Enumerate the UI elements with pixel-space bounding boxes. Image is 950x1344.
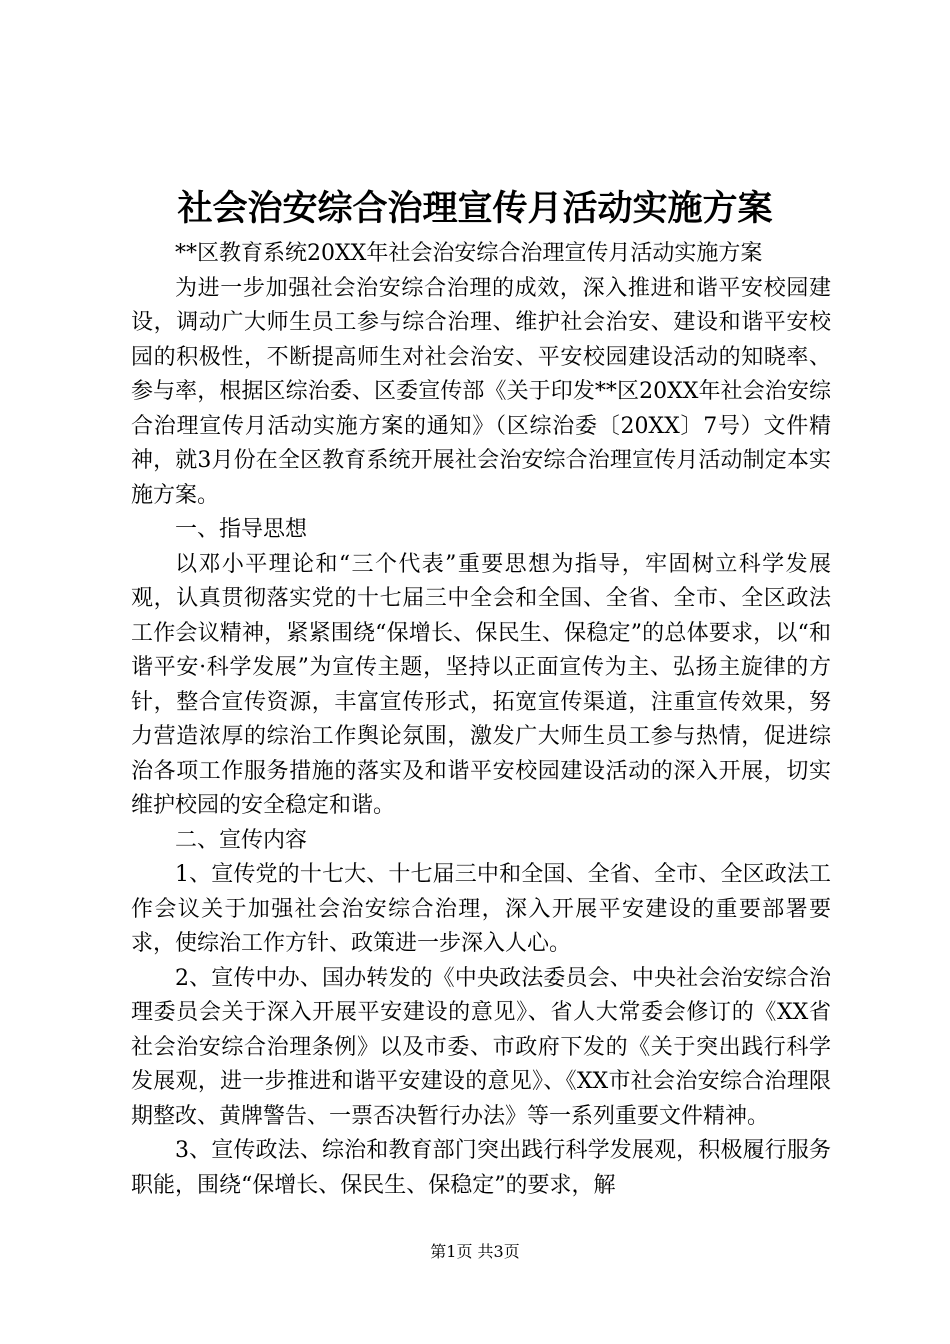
section-heading-guiding-thought: 一、指导思想 xyxy=(175,517,308,542)
document-body xyxy=(131,237,831,1203)
content-item-3: 3、宣传政法、综治和教育部门突出践行科学发展观，积极履行服务职能，围绕“保增长、保民生、保稳定”的要求，解 xyxy=(131,1138,831,1198)
content-item-2: 2、宣传中办、国办转发的《中央政法委员会、中央社会治安综合治理委员会关于深入开展平安建设的意见》、省人大常委会修订的《XX省社会治安综合治理条例》以及市委、市政府下发的《关于突出践行科学发展观，进一步推进和谐平安建设的意见》、《XX市社会治安综合治理限期整改、黄牌警告、一票否决暂行办法》等一系列重要文件精神。 xyxy=(131,965,831,1129)
page-number-footer: 第1页 共3页 xyxy=(430,1242,520,1261)
intro-paragraph: 为进一步加强社会治安综合治理的成效，深入推进和谐平安校园建设，调动广大师生员工参与综合治理、维护社会治安、建设和谐平安校园的积极性，不断提高师生对社会治安、平安校园建设活动的知晓率、参与率，根据区综治委、区委宣传部《关于印发**区20XX年社会治安综合治理宣传月活动实施方案的通知》（区综治委〔20XX〕7号）文件精神，就3月份在全区教育系统开展社会治安综合治理宣传月活动制定本实施方案。 xyxy=(131,275,831,508)
document-subtitle-paragraph: **区教育系统20XX年社会治安综合治理宣传月活动实施方案 xyxy=(175,241,763,266)
section-heading-publicity-content: 二、宣传内容 xyxy=(175,827,308,853)
guiding-thought-paragraph: 以邓小平理论和“三个代表”重要思想为指导，牢固树立科学发展观，认真贯彻落实党的十七届三中全会和全国、全省、全市、全区政法工作会议精神，紧紧围绕“保增长、保民生、保稳定”的总体要求，以“和谐平安·科学发展”为宣传主题，坚持以正面宣传为主、弘扬主旋律的方针，整合宣传资源，丰富宣传形式，拓宽宣传渠道，注重宣传效果，努力营造浓厚的综治工作舆论氛围，激发广大师生员工参与热情，促进综治各项工作服务措施的落实及和谐平安校园建设活动的深入开展，切实维护校园的安全稳定和谐。 xyxy=(131,551,831,818)
document-title: 社会治安综合治理宣传月活动实施方案 xyxy=(177,188,773,229)
content-item-1: 1、宣传党的十七大、十七届三中和全国、全省、全市、全区政法工作会议关于加强社会治安综合治理，深入开展平安建设的重要部署要求，使综治工作方针、政策进一步深入人心。 xyxy=(131,862,831,956)
